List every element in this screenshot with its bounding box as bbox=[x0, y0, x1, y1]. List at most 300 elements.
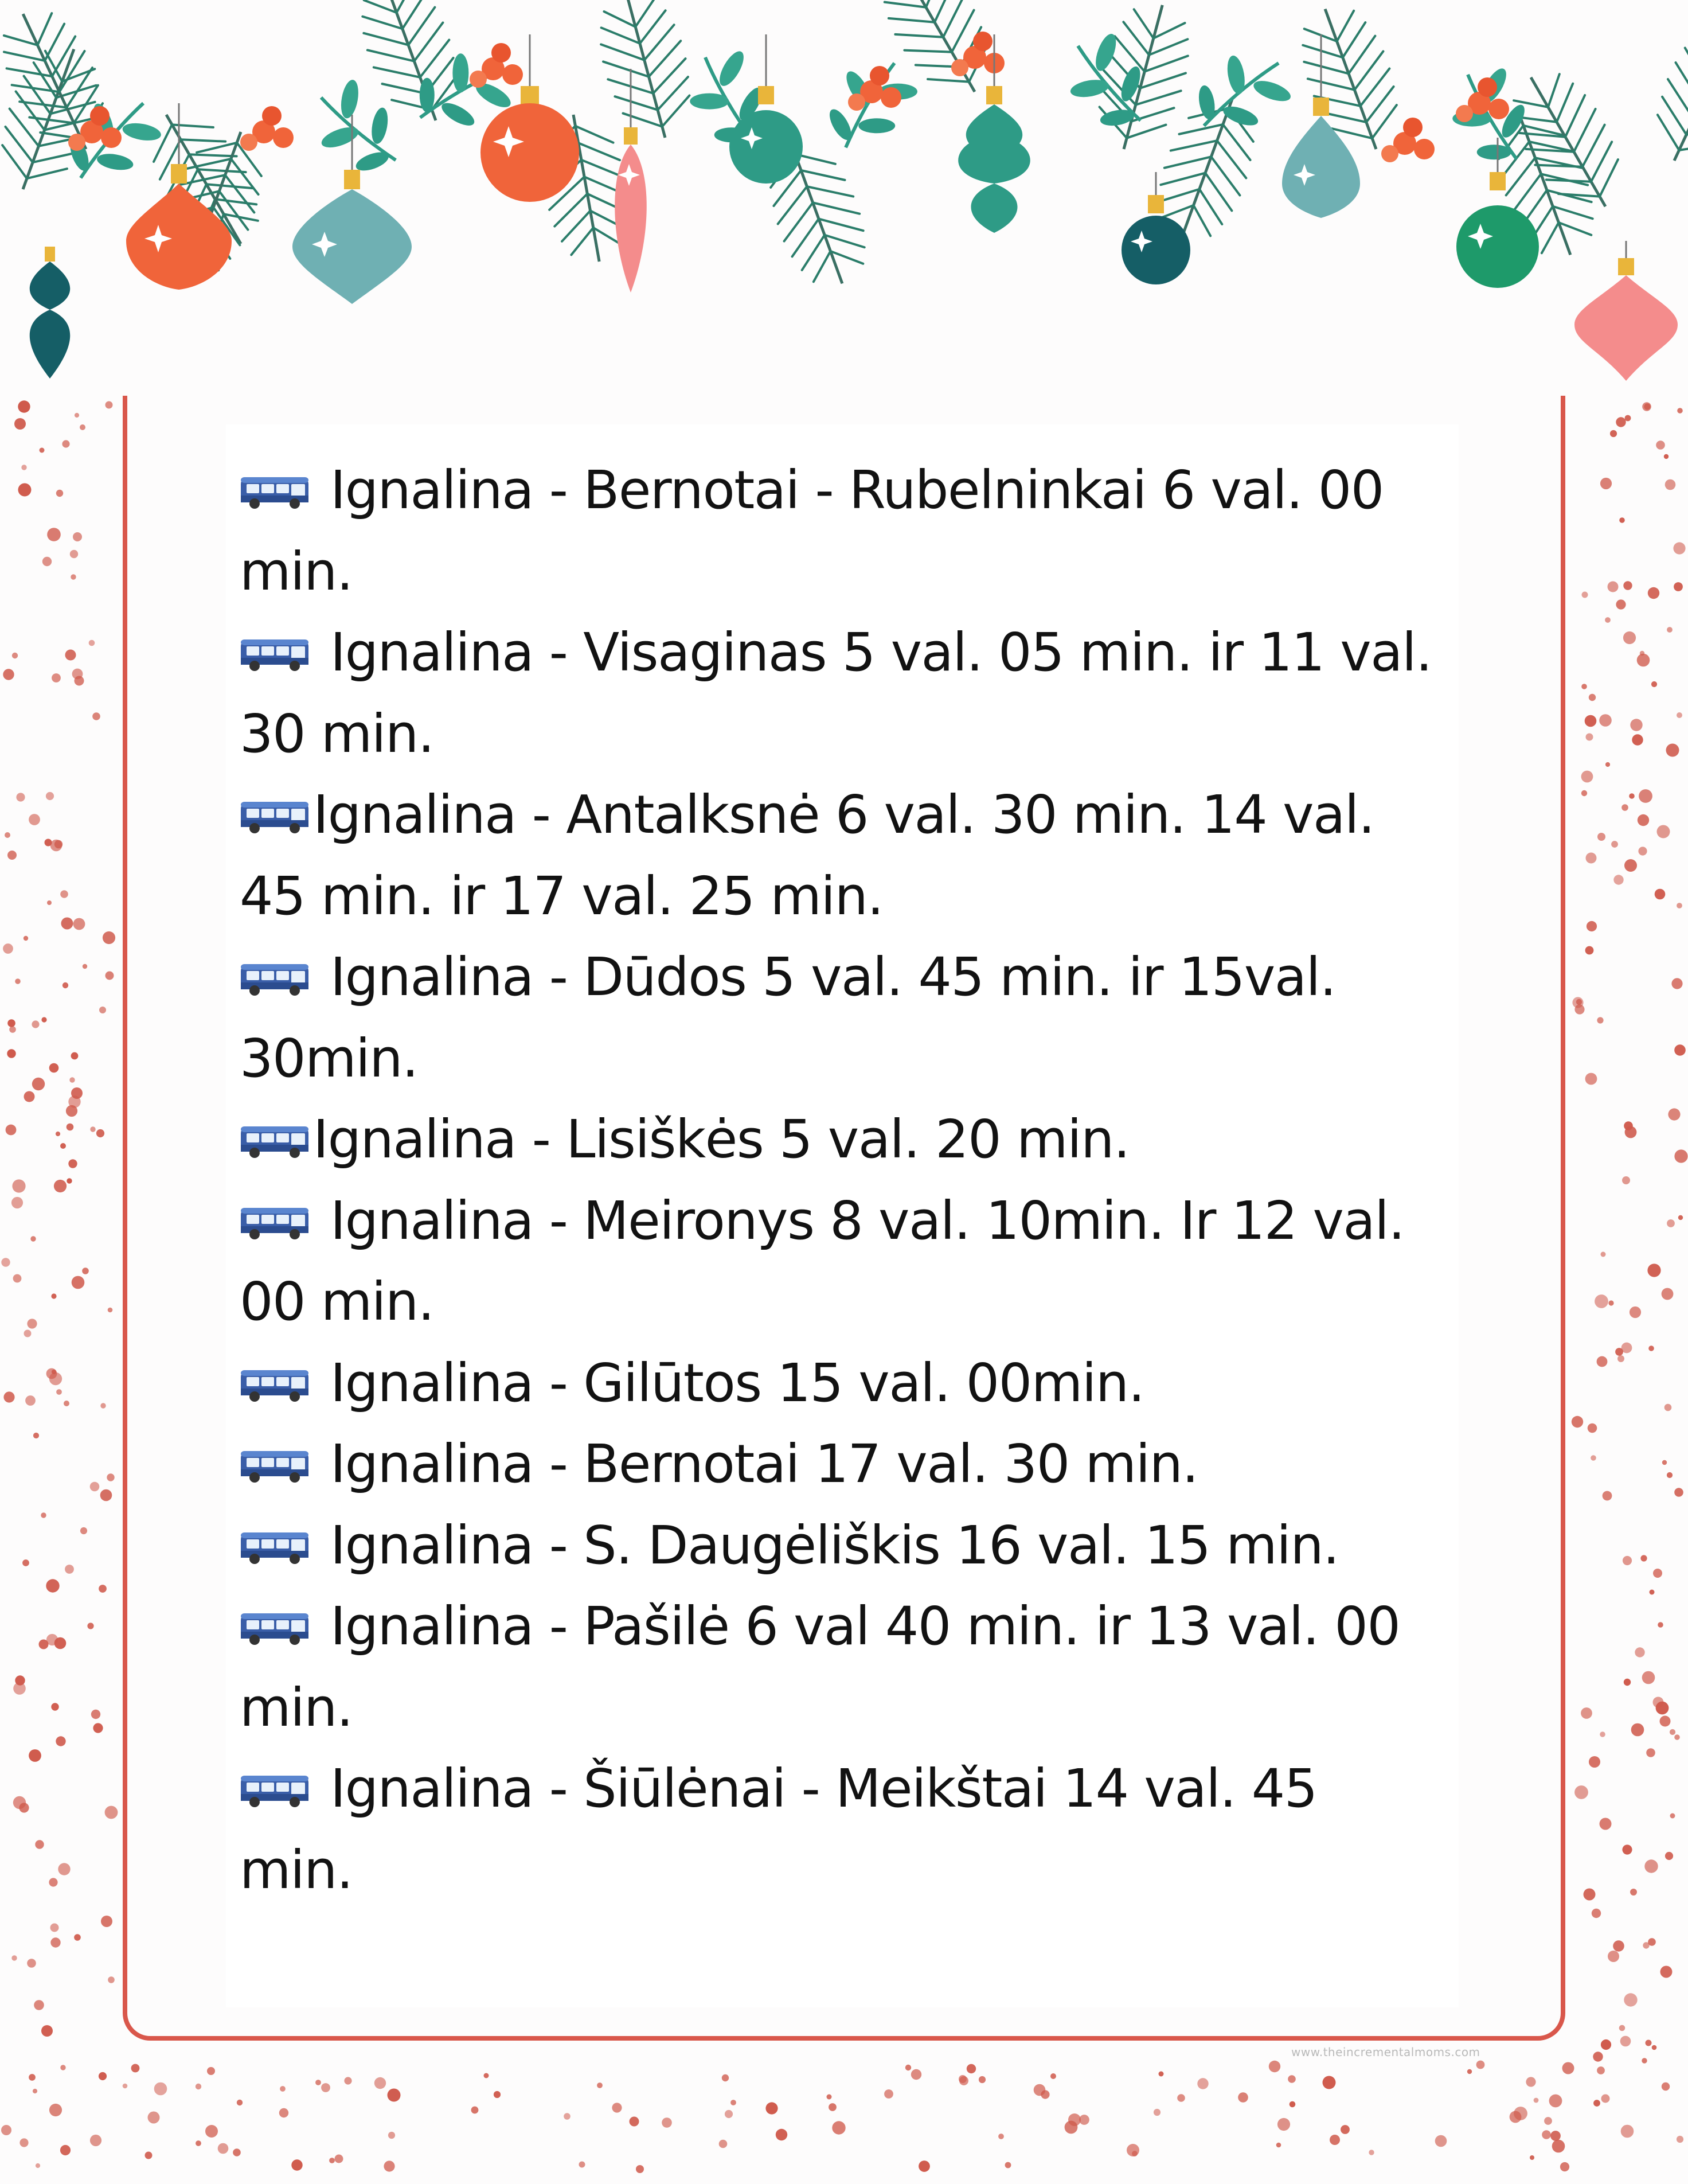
confetti-dot bbox=[1589, 694, 1596, 701]
confetti-dot bbox=[832, 2121, 845, 2134]
confetti-dot bbox=[56, 490, 63, 497]
confetti-dot bbox=[1595, 1294, 1608, 1308]
confetti-dot bbox=[1621, 804, 1628, 811]
confetti-dot bbox=[1586, 853, 1597, 864]
confetti-dot bbox=[99, 1007, 106, 1013]
confetti-dot bbox=[1658, 1622, 1663, 1628]
confetti-dot bbox=[47, 900, 52, 905]
confetti-dot bbox=[106, 401, 113, 409]
confetti-dot bbox=[1674, 582, 1683, 591]
confetti-dot bbox=[722, 2074, 729, 2081]
confetti-dot bbox=[1608, 1300, 1613, 1305]
confetti-dot bbox=[1642, 1671, 1655, 1684]
confetti-dot bbox=[90, 2135, 101, 2146]
confetti-dot bbox=[96, 1129, 104, 1137]
confetti-dot bbox=[1625, 415, 1631, 422]
confetti-dot bbox=[1624, 859, 1637, 872]
confetti-dot bbox=[1341, 2125, 1350, 2134]
confetti-dot bbox=[1079, 2115, 1089, 2125]
confetti-dot bbox=[564, 2113, 571, 2120]
confetti-dot bbox=[967, 2064, 976, 2073]
bus-icon bbox=[240, 1449, 311, 1483]
confetti-dot bbox=[321, 2083, 330, 2092]
confetti-dot bbox=[123, 2084, 128, 2089]
confetti-dot bbox=[32, 1020, 39, 1028]
confetti-dot bbox=[42, 557, 52, 566]
confetti-dot bbox=[49, 2104, 62, 2116]
route-item bbox=[240, 450, 1438, 612]
confetti-dot bbox=[730, 2100, 736, 2105]
confetti-dot bbox=[47, 528, 61, 541]
confetti-dot bbox=[1664, 1404, 1672, 1411]
confetti-dot bbox=[1664, 454, 1669, 459]
confetti-dot bbox=[61, 918, 73, 930]
confetti-dot bbox=[24, 1091, 35, 1102]
confetti-dot bbox=[19, 2138, 28, 2147]
confetti-dot bbox=[60, 2145, 71, 2155]
confetti-dot bbox=[1619, 517, 1625, 523]
confetti-dot bbox=[67, 1124, 74, 1131]
confetti-dot bbox=[1670, 1729, 1675, 1735]
confetti-dot bbox=[630, 2117, 639, 2127]
confetti-dot bbox=[145, 2152, 153, 2159]
confetti-dot bbox=[1652, 2045, 1657, 2050]
confetti-dot bbox=[1369, 2150, 1374, 2155]
confetti-dot bbox=[1605, 617, 1611, 623]
confetti-dot bbox=[719, 2140, 728, 2148]
route-text: Ignalina - Bernotai 17 val. 30 min. bbox=[330, 1433, 1198, 1495]
confetti-dot bbox=[1586, 734, 1593, 741]
confetti-dot bbox=[33, 1433, 39, 1438]
confetti-dot bbox=[1624, 1679, 1631, 1686]
confetti-dot bbox=[1638, 814, 1649, 826]
confetti-dot bbox=[18, 400, 30, 412]
confetti-dot bbox=[280, 2086, 286, 2092]
confetti-dot bbox=[1622, 1844, 1632, 1854]
confetti-dot bbox=[279, 2108, 288, 2117]
route-item bbox=[240, 1180, 1438, 1343]
confetti-dot bbox=[41, 1017, 46, 1022]
confetti-dot bbox=[1588, 1424, 1597, 1433]
confetti-dot bbox=[1, 1258, 10, 1266]
confetti-dot bbox=[100, 1489, 112, 1502]
confetti-dot bbox=[959, 2075, 967, 2083]
route-text: Ignalina - Bernotai - Rubelninkai 6 val. 00 min. bbox=[240, 459, 1384, 602]
confetti-dot bbox=[1510, 2111, 1522, 2123]
confetti-dot bbox=[89, 640, 95, 646]
confetti-dot bbox=[196, 2084, 201, 2089]
confetti-dot bbox=[1467, 2069, 1472, 2074]
confetti-dot bbox=[1616, 599, 1626, 609]
route-text: Ignalina - Gilūtos 15 val. 00min. bbox=[330, 1352, 1144, 1414]
watermark-text: www.theincrementalmoms.com bbox=[1291, 2045, 1480, 2059]
confetti-dot bbox=[52, 673, 61, 682]
confetti-dot bbox=[106, 972, 114, 980]
confetti-dot bbox=[24, 936, 28, 941]
bus-icon bbox=[240, 1530, 311, 1565]
confetti-dot bbox=[1640, 651, 1644, 656]
confetti-dot bbox=[1624, 1993, 1637, 2006]
confetti-dot bbox=[51, 1703, 58, 1710]
confetti-dot bbox=[1581, 684, 1587, 689]
confetti-dot bbox=[1600, 1818, 1612, 1830]
confetti-dot bbox=[829, 2103, 837, 2111]
confetti-dot bbox=[1238, 2092, 1248, 2103]
route-text: Ignalina - Meironys 8 val. 10min. Ir 12 val. 00 min. bbox=[240, 1190, 1405, 1332]
confetti-dot bbox=[1597, 1017, 1603, 1023]
confetti-dot bbox=[1552, 2140, 1565, 2153]
confetti-dot bbox=[1660, 1716, 1671, 1727]
confetti-dot bbox=[83, 964, 87, 969]
bus-icon bbox=[240, 637, 311, 672]
route-text: Ignalina - Visaginas 5 val. 05 min. ir 11 val. 30 min. bbox=[240, 622, 1432, 765]
confetti-dot bbox=[1549, 2095, 1562, 2108]
confetti-dot bbox=[1610, 430, 1617, 437]
confetti-dot bbox=[1585, 1073, 1597, 1085]
confetti-dot bbox=[1677, 408, 1683, 414]
ornament-pink-drop bbox=[615, 69, 647, 292]
confetti-dot bbox=[99, 1585, 107, 1593]
confetti-dot bbox=[827, 2095, 832, 2100]
route-item bbox=[240, 1343, 1438, 1424]
confetti-dot bbox=[291, 2159, 302, 2170]
confetti-dot bbox=[1674, 1044, 1686, 1056]
confetti-dot bbox=[1670, 1813, 1675, 1819]
bus-icon bbox=[240, 1368, 311, 1402]
confetti-dot bbox=[34, 2000, 44, 2010]
bus-schedule-list bbox=[240, 450, 1438, 1910]
route-item bbox=[240, 612, 1438, 774]
confetti-dot bbox=[1435, 2135, 1447, 2147]
confetti-dot bbox=[1330, 2135, 1340, 2145]
confetti-dot bbox=[1600, 478, 1612, 489]
confetti-dot bbox=[101, 1916, 112, 1927]
confetti-dot bbox=[998, 2134, 1004, 2139]
confetti-dot bbox=[1608, 582, 1619, 592]
confetti-dot bbox=[82, 1268, 89, 1274]
confetti-dot bbox=[70, 550, 78, 558]
confetti-dot bbox=[1585, 715, 1597, 727]
confetti-dot bbox=[3, 669, 14, 680]
confetti-dot bbox=[1622, 1176, 1630, 1184]
confetti-dot bbox=[1276, 2143, 1281, 2148]
confetti-dot bbox=[80, 424, 85, 430]
confetti-dot bbox=[65, 1565, 74, 1574]
confetti-dot bbox=[1668, 1108, 1680, 1120]
confetti-dot bbox=[612, 2103, 622, 2112]
confetti-dot bbox=[60, 2065, 65, 2070]
confetti-dot bbox=[1605, 762, 1610, 767]
confetti-dot bbox=[45, 839, 52, 847]
confetti-dot bbox=[207, 2067, 215, 2075]
confetti-dot bbox=[41, 1512, 46, 1518]
confetti-dot bbox=[725, 2110, 733, 2118]
confetti-dot bbox=[56, 1736, 65, 1746]
confetti-dot bbox=[33, 2089, 37, 2093]
confetti-dot bbox=[1665, 1852, 1673, 1860]
confetti-dot bbox=[92, 712, 100, 720]
confetti-dot bbox=[1159, 2072, 1164, 2077]
route-item bbox=[240, 1586, 1438, 1748]
confetti-dot bbox=[237, 2100, 243, 2105]
confetti-dot bbox=[1562, 2062, 1574, 2074]
ornament-blue-grey-1 bbox=[292, 115, 412, 304]
confetti-dot bbox=[5, 832, 10, 838]
confetti-dot bbox=[1589, 1756, 1600, 1768]
confetti-dot bbox=[69, 1077, 75, 1082]
confetti-dot bbox=[73, 532, 82, 541]
confetti-dot bbox=[1587, 921, 1597, 931]
confetti-dot bbox=[884, 2089, 893, 2099]
confetti-dot bbox=[1644, 1859, 1658, 1873]
confetti-dot bbox=[46, 1579, 59, 1592]
confetti-dot bbox=[1646, 1748, 1655, 1757]
confetti-dot bbox=[15, 1675, 25, 1685]
confetti-dot bbox=[1584, 1889, 1596, 1901]
confetti-dot bbox=[315, 2080, 321, 2085]
confetti-dot bbox=[1642, 2058, 1647, 2063]
confetti-dot bbox=[93, 1723, 103, 1733]
confetti-dot bbox=[99, 2072, 107, 2080]
confetti-dot bbox=[1560, 2162, 1569, 2171]
confetti-dot bbox=[1068, 2113, 1081, 2126]
confetti-dot bbox=[1544, 2117, 1552, 2125]
confetti-dot bbox=[60, 890, 68, 898]
confetti-dot bbox=[196, 2140, 201, 2146]
confetti-dot bbox=[1677, 903, 1682, 908]
bus-icon bbox=[240, 1124, 311, 1159]
ornament-dark-teal-small bbox=[1122, 172, 1190, 284]
confetti-dot bbox=[75, 413, 79, 418]
confetti-dot bbox=[71, 1052, 79, 1060]
confetti-dot bbox=[329, 2158, 335, 2163]
confetti-dot bbox=[1601, 1252, 1606, 1257]
confetti-dot bbox=[1597, 833, 1605, 841]
confetti-dot bbox=[1593, 2100, 1600, 2107]
confetti-dot bbox=[1674, 1149, 1687, 1163]
confetti-dot bbox=[35, 1840, 44, 1848]
route-item bbox=[240, 1748, 1438, 1910]
confetti-dot bbox=[1667, 1219, 1675, 1227]
confetti-dot bbox=[154, 2082, 167, 2096]
bus-icon bbox=[240, 475, 311, 509]
confetti-dot bbox=[905, 2065, 911, 2070]
confetti-dot bbox=[24, 1330, 32, 1337]
confetti-dot bbox=[1662, 2082, 1670, 2091]
confetti-dot bbox=[1613, 875, 1623, 884]
confetti-dot bbox=[1631, 1723, 1644, 1737]
confetti-dot bbox=[1642, 402, 1651, 411]
confetti-dot bbox=[62, 440, 69, 447]
confetti-dot bbox=[1619, 2025, 1626, 2031]
confetti-dot bbox=[18, 483, 32, 497]
confetti-dot bbox=[1677, 2136, 1683, 2143]
confetti-dot bbox=[32, 1078, 45, 1090]
confetti-dot bbox=[40, 448, 45, 453]
confetti-dot bbox=[1673, 542, 1685, 554]
confetti-dot bbox=[1581, 790, 1587, 796]
confetti-dot bbox=[49, 1372, 62, 1385]
confetti-dot bbox=[1657, 825, 1670, 838]
confetti-dot bbox=[1526, 2077, 1535, 2086]
confetti-dot bbox=[90, 1126, 95, 1132]
confetti-dot bbox=[50, 1937, 60, 1947]
confetti-dot bbox=[36, 2163, 40, 2168]
confetti-dot bbox=[51, 1293, 56, 1298]
confetti-dot bbox=[50, 840, 62, 852]
confetti-dot bbox=[13, 1274, 22, 1283]
confetti-dot bbox=[1593, 2052, 1603, 2061]
confetti-dot bbox=[105, 1806, 118, 1819]
confetti-dot bbox=[46, 792, 54, 800]
confetti-dot bbox=[1667, 627, 1673, 633]
route-item bbox=[240, 1505, 1438, 1586]
confetti-dot bbox=[1674, 1734, 1680, 1740]
confetti-dot bbox=[56, 1132, 60, 1136]
confetti-dot bbox=[1616, 417, 1626, 427]
confetti-dot bbox=[1630, 1889, 1637, 1896]
confetti-dot bbox=[1640, 1555, 1647, 1561]
confetti-dot bbox=[911, 2069, 921, 2080]
confetti-dot bbox=[1591, 1455, 1596, 1461]
confetti-dot bbox=[1611, 841, 1618, 848]
ornament-green-round bbox=[1456, 138, 1539, 288]
confetti-dot bbox=[388, 2132, 395, 2139]
confetti-dot bbox=[19, 1803, 29, 1812]
confetti-dot bbox=[335, 2155, 343, 2163]
confetti-dot bbox=[72, 1276, 85, 1289]
confetti-dot bbox=[1542, 2130, 1551, 2139]
confetti-dot bbox=[6, 1125, 17, 1136]
confetti-dot bbox=[87, 1623, 93, 1629]
confetti-dot bbox=[1154, 2109, 1160, 2116]
confetti-dot bbox=[60, 1143, 66, 1149]
confetti-dot bbox=[1530, 2155, 1534, 2160]
confetti-dot bbox=[1127, 2144, 1139, 2156]
confetti-dot bbox=[1671, 978, 1682, 989]
confetti-dot bbox=[1572, 1416, 1583, 1428]
confetti-dot bbox=[1647, 1263, 1660, 1277]
confetti-dot bbox=[131, 2064, 140, 2073]
confetti-dot bbox=[108, 1976, 115, 1983]
confetti-dot bbox=[56, 1389, 62, 1395]
confetti-dot bbox=[776, 2129, 787, 2140]
confetti-dot bbox=[29, 814, 40, 825]
confetti-dot bbox=[41, 2025, 53, 2037]
confetti-dot bbox=[1601, 2039, 1611, 2050]
confetti-dot bbox=[103, 931, 115, 944]
confetti-dot bbox=[1005, 2162, 1011, 2169]
confetti-dot bbox=[579, 2162, 585, 2168]
confetti-dot bbox=[1632, 734, 1643, 745]
confetti-dot bbox=[233, 2148, 241, 2156]
confetti-dot bbox=[1613, 1940, 1624, 1952]
confetti-dot bbox=[1576, 999, 1582, 1005]
confetti-dot bbox=[7, 1019, 15, 1027]
confetti-dot bbox=[1592, 1909, 1601, 1918]
confetti-dot bbox=[1623, 631, 1636, 644]
confetti-dot bbox=[374, 2077, 386, 2089]
confetti-dot bbox=[91, 1710, 100, 1719]
confetti-dot bbox=[100, 1403, 106, 1408]
confetti-dot bbox=[1653, 1569, 1662, 1578]
confetti-dot bbox=[1601, 2095, 1610, 2103]
confetti-dot bbox=[471, 2107, 479, 2114]
confetti-dot bbox=[7, 851, 17, 860]
confetti-dot bbox=[39, 1640, 49, 1649]
confetti-dot bbox=[1534, 2098, 1539, 2103]
route-item bbox=[240, 774, 1438, 937]
confetti-dot bbox=[384, 2160, 394, 2171]
confetti-dot bbox=[27, 1959, 36, 1968]
confetti-dot bbox=[58, 1863, 70, 1875]
confetti-dot bbox=[1630, 1306, 1641, 1318]
confetti-dot bbox=[1600, 1731, 1605, 1737]
confetti-dot bbox=[1655, 889, 1666, 900]
confetti-dot bbox=[1656, 1702, 1669, 1715]
confetti-dot bbox=[765, 2102, 777, 2114]
confetti-dot bbox=[1648, 1346, 1654, 1351]
confetti-dot bbox=[80, 1527, 87, 1534]
confetti-dot bbox=[1585, 946, 1594, 955]
confetti-dot bbox=[1277, 2118, 1290, 2131]
confetti-dot bbox=[344, 2077, 351, 2084]
confetti-dot bbox=[1550, 2131, 1561, 2141]
confetti-dot bbox=[1623, 581, 1632, 590]
confetti-dot bbox=[71, 574, 76, 579]
confetti-dot bbox=[1666, 744, 1679, 757]
confetti-dot bbox=[636, 2165, 644, 2173]
confetti-dot bbox=[1603, 1491, 1612, 1501]
confetti-dot bbox=[1050, 2073, 1056, 2079]
confetti-dot bbox=[1197, 2078, 1208, 2089]
confetti-dot bbox=[1581, 771, 1593, 783]
confetti-dot bbox=[67, 1178, 72, 1183]
confetti-dot bbox=[1662, 1460, 1667, 1465]
confetti-dot bbox=[1597, 2066, 1605, 2074]
confetti-dot bbox=[1323, 2076, 1336, 2089]
confetti-dot bbox=[1648, 587, 1659, 599]
confetti-dot bbox=[1615, 1348, 1623, 1356]
confetti-dot bbox=[72, 669, 83, 680]
confetti-dot bbox=[919, 2160, 930, 2172]
ornament-blue-grey-2 bbox=[1282, 34, 1360, 218]
route-text: Ignalina - Šiūlėnai - Meikštai 14 val. 45 min. bbox=[240, 1758, 1317, 1901]
confetti-dot bbox=[3, 1391, 14, 1402]
confetti-dot bbox=[49, 1878, 57, 1886]
confetti-dot bbox=[1646, 2040, 1652, 2046]
route-item bbox=[240, 1099, 1438, 1180]
route-text: Ignalina - S. Daugėliškis 16 val. 15 min. bbox=[330, 1514, 1339, 1576]
confetti-dot bbox=[205, 2125, 218, 2138]
confetti-dot bbox=[1665, 479, 1676, 490]
confetti-dot bbox=[3, 943, 13, 954]
confetti-dot bbox=[1269, 2061, 1280, 2072]
confetti-dot bbox=[1, 2125, 11, 2135]
confetti-dot bbox=[1574, 1785, 1588, 1799]
confetti-dot bbox=[11, 1955, 17, 1960]
confetti-dot bbox=[484, 2073, 489, 2078]
confetti-dot bbox=[662, 2117, 672, 2128]
confetti-dot bbox=[1660, 1966, 1673, 1978]
confetti-dot bbox=[54, 1180, 67, 1192]
confetti-dot bbox=[1290, 2101, 1296, 2108]
confetti-dot bbox=[1674, 1488, 1683, 1497]
pine-garland bbox=[0, 0, 1688, 297]
ornament-dark-teal-left bbox=[30, 247, 71, 379]
confetti-dot bbox=[50, 1924, 59, 1932]
confetti-dot bbox=[218, 2143, 229, 2154]
